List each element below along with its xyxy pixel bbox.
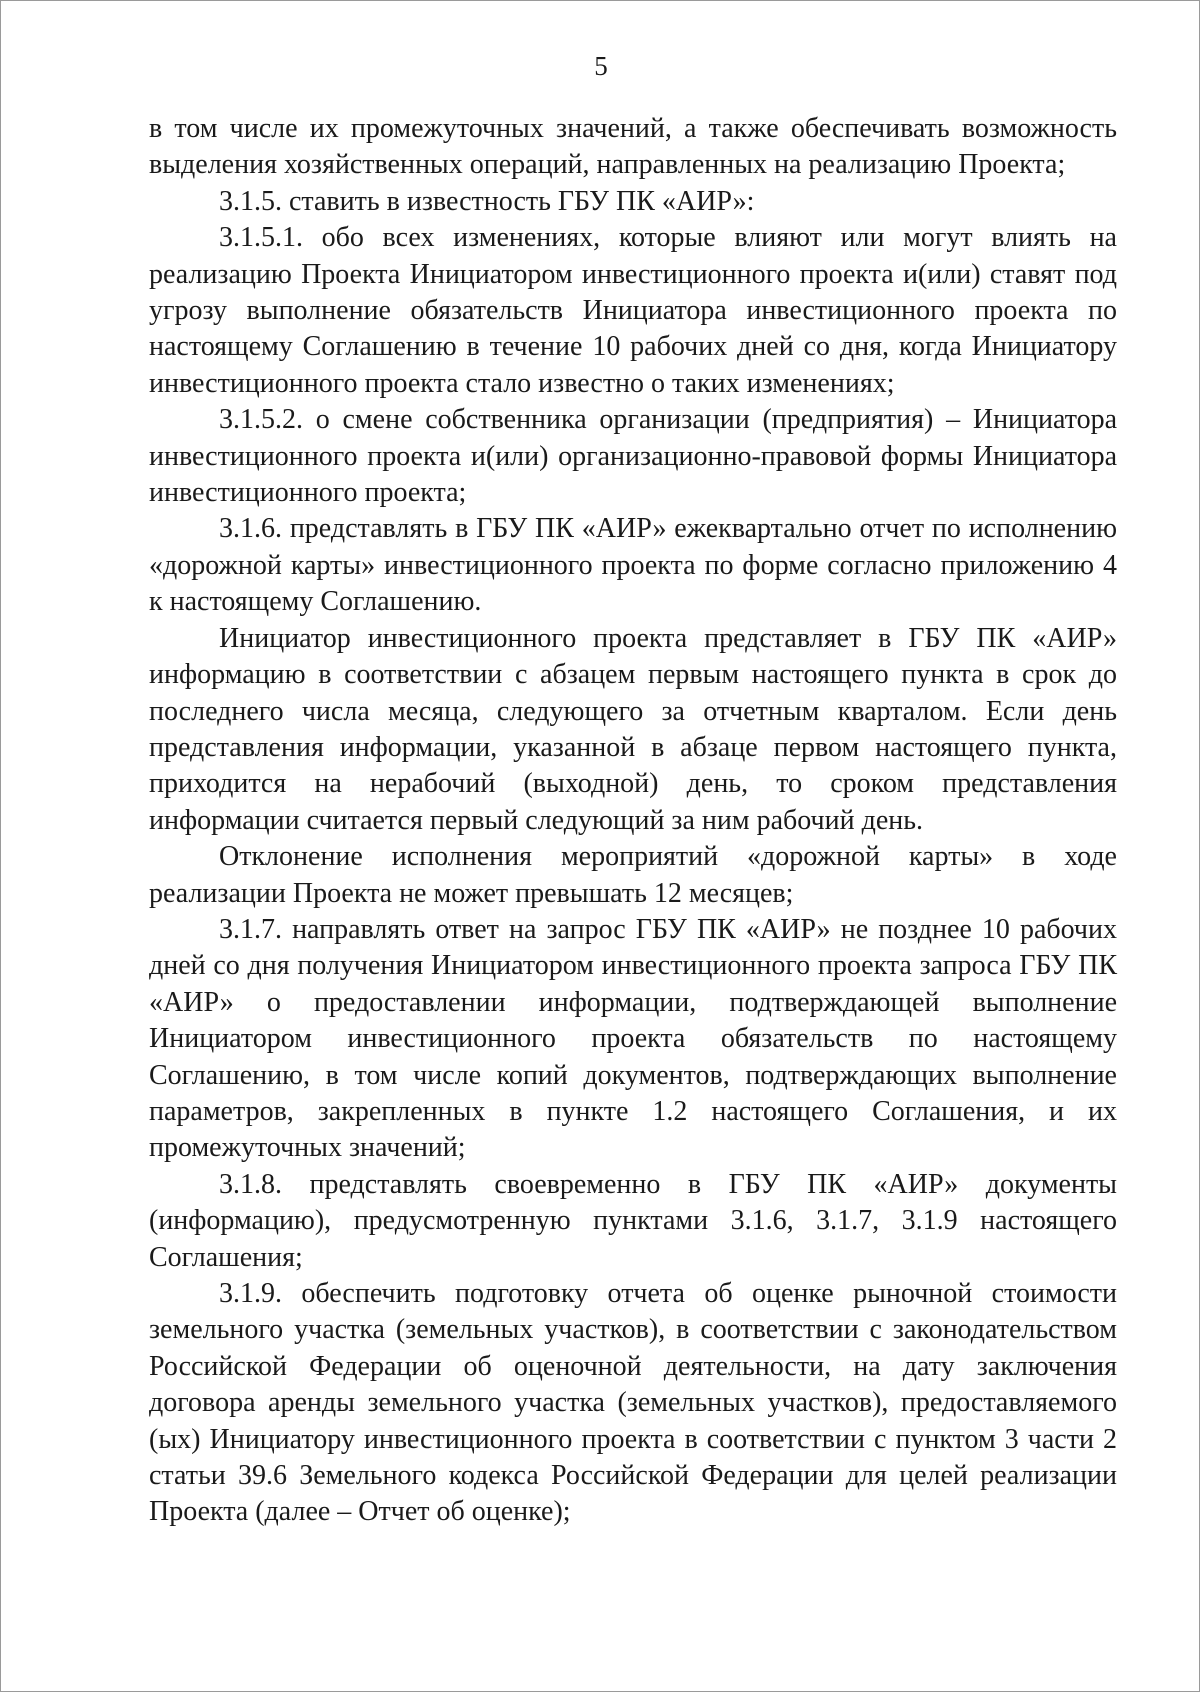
paragraph-continuation: в том числе их промежуточных значений, а также обеспечивать возможность выделения хозяйственных операций, направленных на реализацию Проекта; [149, 113, 1117, 181]
page-number: 5 [594, 51, 608, 81]
document-body [149, 111, 1117, 1531]
paragraph-reporting-deadline: Инициатор инвестиционного проекта представляет в ГБУ ПК «АИР» информацию в соответствии с абзацем первым настоящего пункта в срок до последнего числа месяца, следующего за отчетным кварталом. Если день представления информации, указанной в абзаце первом настоящего пункта, приходится на нерабочий (выходной) день, то сроком представления информации считается первый следующий за ним рабочий день. [149, 622, 1117, 836]
paragraph-3-1-7: 3.1.7. направлять ответ на запрос ГБУ ПК «АИР» не позднее 10 рабочих дней со дня получения Инициатором инвестиционного проекта запроса ГБУ ПК «АИР» о предоставлении информации, подтверждающей выполнение Инициатором инвестиционного проекта обязательств по настоящему Соглашению, в том числе копий документов, подтверждающих выполнение параметров, закрепленных в пункте 1.2 настоящего Соглашения, и их промежуточных значений; [149, 913, 1117, 1164]
paragraph-3-1-8: 3.1.8. представлять своевременно в ГБУ ПК «АИР» документы (информацию), предусмотренную пунктами 3.1.6, 3.1.7, 3.1.9 настоящего Соглашения; [149, 1168, 1117, 1273]
paragraph-deviation-limit: Отклонение исполнения мероприятий «дорожной карты» в ходе реализации Проекта не может превышать 12 месяцев; [149, 841, 1117, 909]
paragraph-3-1-5-2: 3.1.5.2. о смене собственника организации (предприятия) – Инициатора инвестиционного проекта и(или) организационно-правовой формы Инициатора инвестиционного проекта; [149, 404, 1117, 509]
paragraph-3-1-5-1: 3.1.5.1. обо всех изменениях, которые влияют или могут влиять на реализацию Проекта Инициатором инвестиционного проекта и(или) ставят под угрозу выполнение обязательств Инициатора инвестиционного проекта по настоящему Соглашению в течение 10 рабочих дней со дня, когда Инициатору инвестиционного проекта стало известно о таких изменениях; [149, 222, 1117, 399]
paragraph-3-1-6: 3.1.6. представлять в ГБУ ПК «АИР» ежеквартально отчет по исполнению «дорожной карты» инвестиционного проекта по форме согласно приложению 4 к настоящему Соглашению. [149, 513, 1117, 618]
paragraph-3-1-5: 3.1.5. ставить в известность ГБУ ПК «АИР»: [219, 185, 755, 217]
paragraph-3-1-9: 3.1.9. обеспечить подготовку отчета об оценке рыночной стоимости земельного участка (земельных участков), в соответствии с законодательством Российской Федерации об оценочной деятельности, на дату заключения договора аренды земельного участка (земельных участков), предоставляемого (ых) Инициатору инвестиционного проекта в соответствии с пунктом 3 части 2 статьи 39.6 Земельного кодекса Российской Федерации для целей реализации Проекта (далее – Отчет об оценке); [149, 1278, 1117, 1528]
